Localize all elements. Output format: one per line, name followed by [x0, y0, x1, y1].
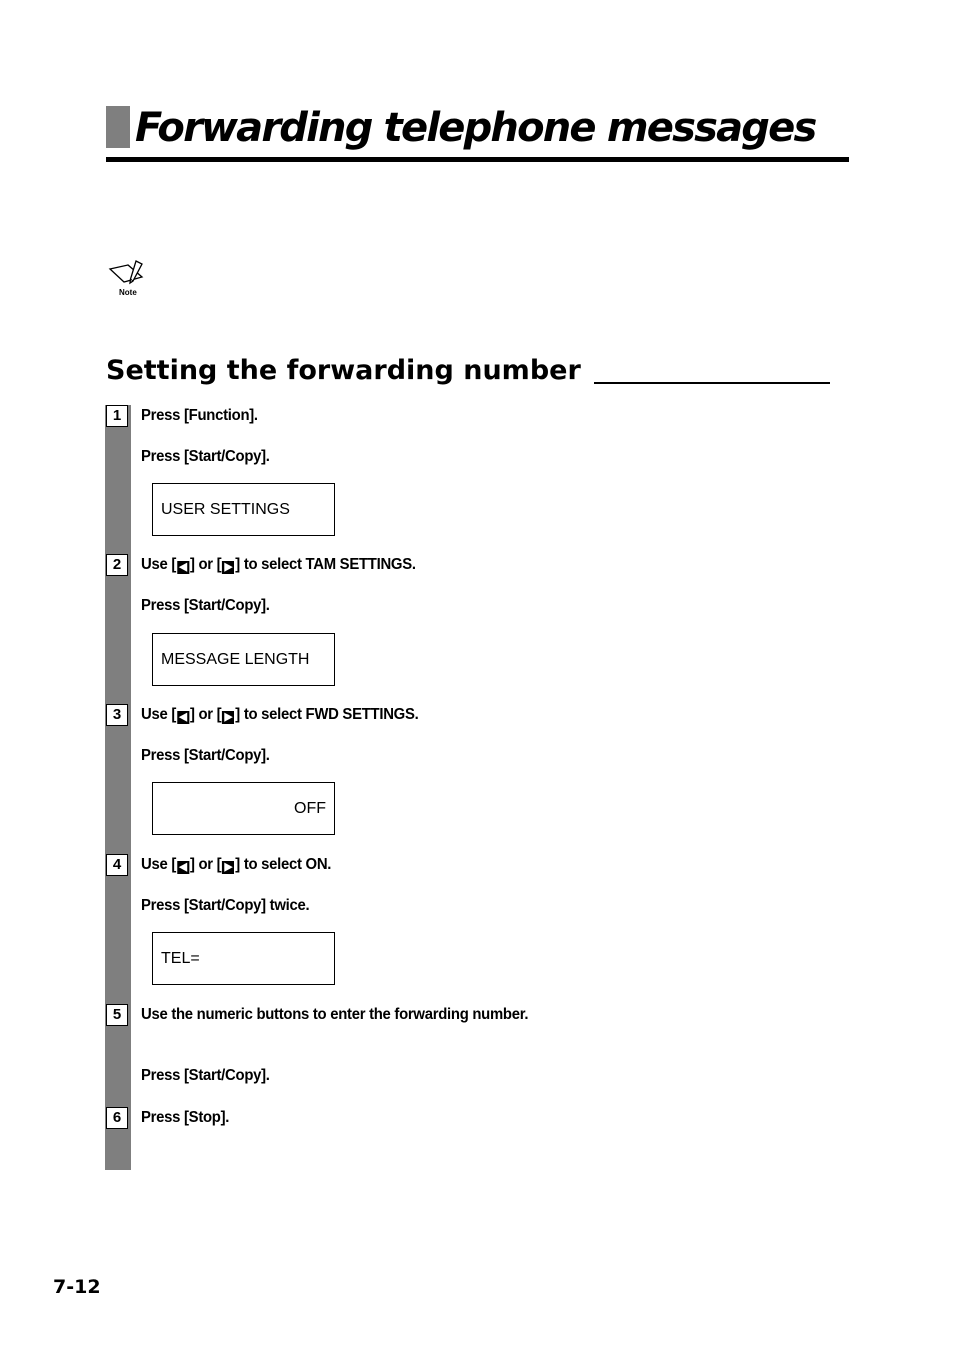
step-number-2: 2: [106, 554, 128, 576]
step-number-1: 1: [106, 405, 128, 427]
note-label: Note: [119, 288, 137, 297]
lcd-display-4: TEL=: [152, 932, 335, 985]
step-number-5: 5: [106, 1004, 128, 1026]
right-arrow-icon: ▶: [222, 561, 234, 574]
left-arrow-icon: ◀: [177, 561, 189, 574]
title-underline: [106, 157, 849, 162]
lcd-display-2: MESSAGE LENGTH: [152, 633, 335, 686]
step-4-mid: ] or [: [189, 856, 222, 873]
step-4-instruction-2: Press [Start/Copy] twice.: [141, 897, 310, 914]
page-title: Forwarding telephone messages: [135, 105, 816, 151]
step-2-instruction-2: Press [Start/Copy].: [141, 597, 270, 614]
title-block: [106, 106, 849, 164]
step-3-prefix: Use [: [141, 706, 177, 723]
step-5-instruction: Use the numeric buttons to enter the forwarding number.: [141, 1006, 529, 1023]
step-2-instruction: [141, 554, 416, 576]
step-6-instruction: Press [Stop].: [141, 1109, 230, 1126]
step-4-instruction: [141, 854, 331, 876]
step-2-prefix: Use [: [141, 556, 177, 573]
page-number: 7-12: [53, 1276, 101, 1298]
step-3-suffix: ] to select FWD SETTINGS.: [235, 706, 419, 723]
lcd-display-3: OFF: [152, 782, 335, 835]
step-number-3: 3: [106, 704, 128, 726]
step-number-6: 6: [106, 1107, 128, 1129]
note-icon: [106, 257, 146, 299]
step-4-suffix: ] to select ON.: [235, 856, 332, 873]
step-number-4: 4: [106, 854, 128, 876]
step-3-instruction: [141, 704, 418, 726]
right-arrow-icon: ▶: [222, 711, 234, 724]
step-2-mid: ] or [: [189, 556, 222, 573]
step-1-instruction: Press [Function].: [141, 407, 258, 424]
step-4-prefix: Use [: [141, 856, 177, 873]
step-3-mid: ] or [: [189, 706, 222, 723]
left-arrow-icon: ◀: [177, 861, 189, 874]
right-arrow-icon: ▶: [222, 861, 234, 874]
title-tab-marker: [106, 106, 130, 148]
steps-sidebar-bar: [105, 405, 131, 1170]
section-rule: [594, 382, 830, 384]
left-arrow-icon: ◀: [177, 711, 189, 724]
lcd-display-1: USER SETTINGS: [152, 483, 335, 536]
step-3-instruction-2: Press [Start/Copy].: [141, 747, 270, 764]
section-title: Setting the forwarding number: [106, 355, 581, 386]
step-5-instruction-2: Press [Start/Copy].: [141, 1067, 270, 1084]
step-1-instruction-2: Press [Start/Copy].: [141, 448, 270, 465]
step-2-suffix: ] to select TAM SETTINGS.: [235, 556, 416, 573]
